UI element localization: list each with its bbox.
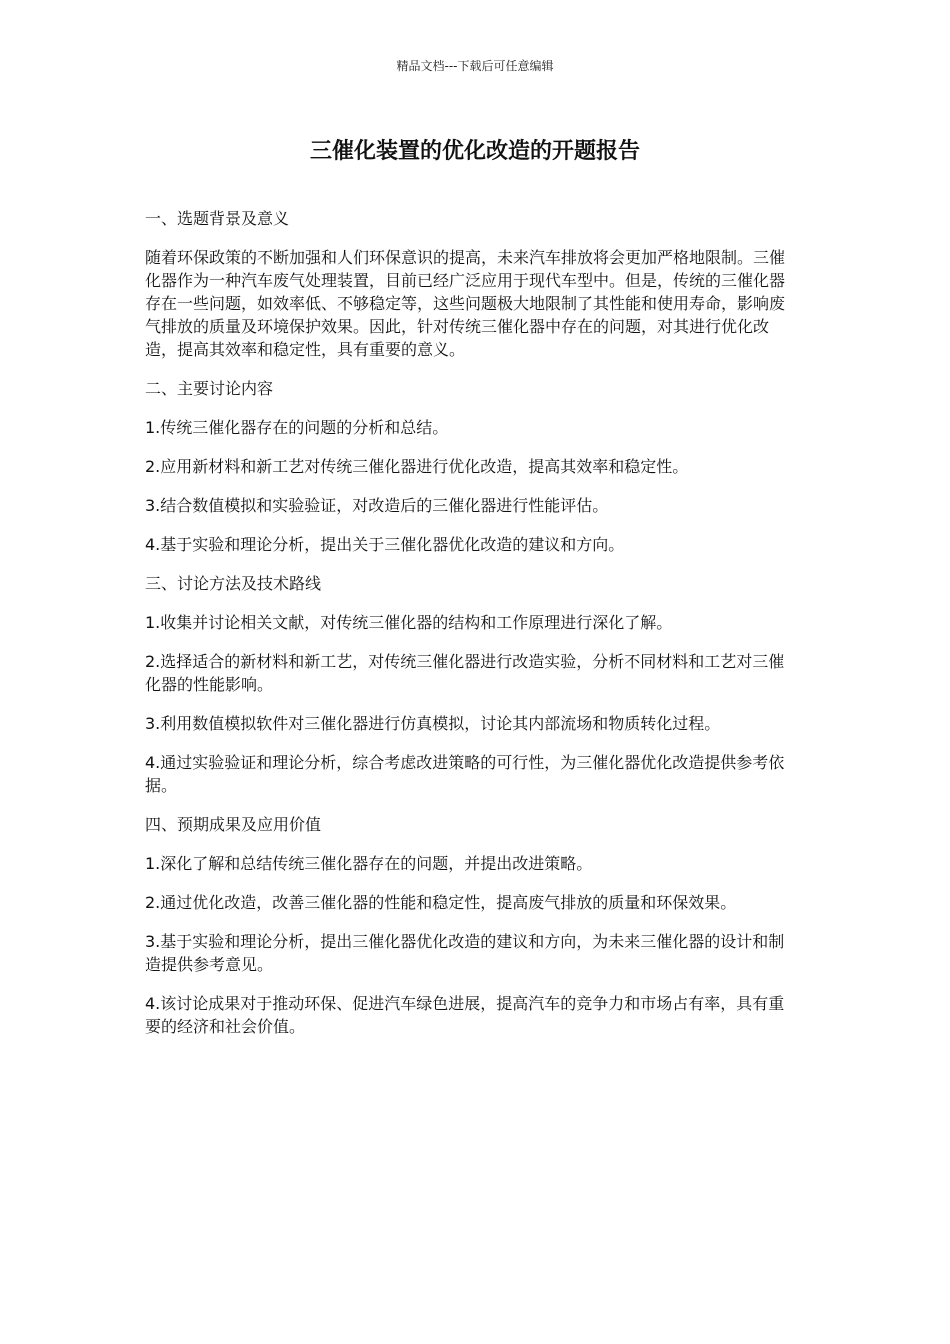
list-item: 3.基于实验和理论分析，提出三催化器优化改造的建议和方向，为未来三催化器的设计和制造提供参考意见。 [145, 932, 785, 974]
list-item: 2.选择适合的新材料和新工艺，对传统三催化器进行改造实验，分析不同材料和工艺对三催化器的性能影响。 [145, 652, 785, 694]
paragraph-background: 随着环保政策的不断加强和人们环保意识的提高，未来汽车排放将会更加严格地限制。三催化器作为一种汽车废气处理装置，目前已经广泛应用于现代车型中。但是，传统的三催化器存在一些问题，如效率低、不够稳定等，这些问题极大地限制了其性能和使用寿命，影响废气排放的质量及环境保护效果。因此，针对传统三催化器中存在的问题，对其进行优化改造，提高其效率和稳定性，具有重要的意义。 [145, 248, 786, 359]
list-item: 1.收集并讨论相关文献，对传统三催化器的结构和工作原理进行深化了解。 [145, 613, 673, 632]
document-title: 三催化装置的优化改造的开题报告 [309, 139, 640, 164]
list-item: 1.深化了解和总结传统三催化器存在的问题，并提出改进策略。 [145, 854, 593, 873]
list-item: 4.基于实验和理论分析，提出关于三催化器优化改造的建议和方向。 [145, 535, 625, 554]
list-item: 2.应用新材料和新工艺对传统三催化器进行优化改造，提高其效率和稳定性。 [145, 457, 689, 476]
page-header: 精品文档---下载后可任意编辑 [396, 59, 554, 73]
section-heading-background: 一、选题背景及意义 [145, 209, 290, 228]
section-heading-expected-results: 四、预期成果及应用价值 [145, 815, 322, 834]
section-heading-main-content: 二、主要讨论内容 [145, 379, 274, 398]
section-heading-methods: 三、讨论方法及技术路线 [145, 574, 322, 593]
document-body [145, 207, 797, 1054]
list-item: 3.结合数值模拟和实验验证，对改造后的三催化器进行性能评估。 [145, 496, 609, 515]
list-item: 4.通过实验验证和理论分析，综合考虑改进策略的可行性，为三催化器优化改造提供参考依据。 [145, 753, 785, 795]
list-item: 4.该讨论成果对于推动环保、促进汽车绿色进展，提高汽车的竞争力和市场占有率，具有重要的经济和社会价值。 [145, 994, 785, 1036]
list-item: 2.通过优化改造，改善三催化器的性能和稳定性，提高废气排放的质量和环保效果。 [145, 893, 737, 912]
list-item: 3.利用数值模拟软件对三催化器进行仿真模拟，讨论其内部流场和物质转化过程。 [145, 714, 721, 733]
list-item: 1.传统三催化器存在的问题的分析和总结。 [145, 418, 449, 437]
